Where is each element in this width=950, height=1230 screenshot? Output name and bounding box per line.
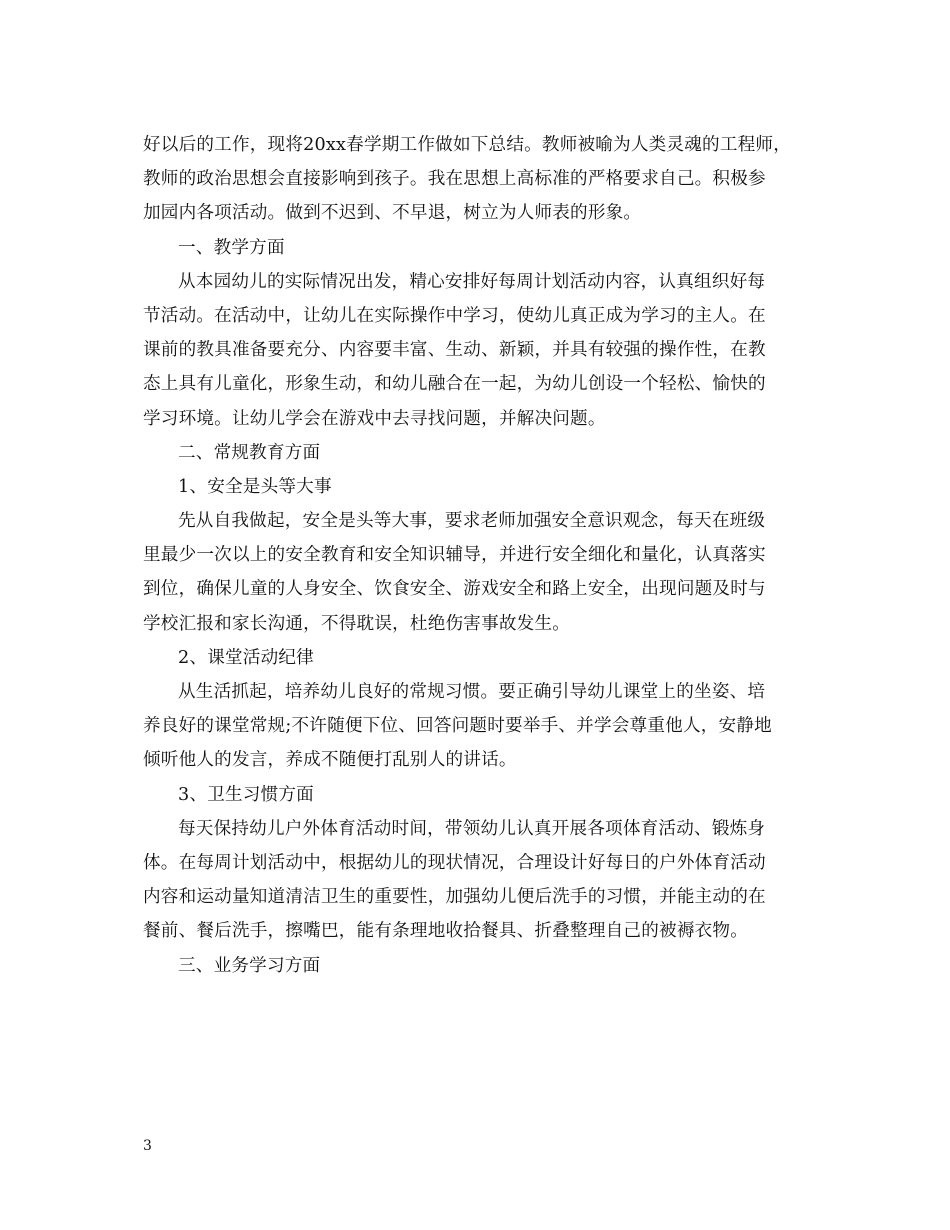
text-line: 1、安全是头等大事 [178, 476, 332, 497]
text-line: 加园内各项活动。做到不迟到、不早退，树立为人师表的形象。 [143, 203, 642, 224]
text-line: 学习环境。让幼儿学会在游戏中去寻找问题，并解决问题。 [143, 408, 606, 429]
text-line: 3、卫生习惯方面 [178, 784, 314, 805]
text-line: 节活动。在活动中，让幼儿在实际操作中学习，使幼儿真正成为学习的主人。在 [143, 305, 766, 326]
text-line: 态上具有儿童化，形象生动，和幼儿融合在一起，为幼儿创设一个轻松、愉快的 [143, 374, 766, 395]
text-line: 先从自我做起，安全是头等大事，要求老师加强安全意识观念，每天在班级 [178, 511, 766, 532]
text-line: 从本园幼儿的实际情况出发，精心安排好每周计划活动内容，认真组织好每 [178, 271, 766, 292]
text-line: 从生活抓起，培养幼儿良好的常规习惯。要正确引导幼儿课堂上的坐姿、培 [178, 682, 766, 702]
text-line: 养良好的课堂常规;不许随便下位、回答问题时要举手、并学会尊重他人，安静地 [143, 716, 772, 737]
text-line: 内容和运动量知道清洁卫生的重要性，加强幼儿便后洗手的习惯，并能主动的在 [143, 887, 766, 908]
text-line: 倾听他人的发言，养成不随便打乱别人的讲话。 [143, 750, 517, 771]
text-line: 每天保持幼儿户外体育活动时间，带领幼儿认真开展各项体育活动、锻炼身 [178, 818, 766, 839]
text-line: 好以后的工作，现将20xx春学期工作做如下总结。教师被喻为人类灵魂的工程师， [143, 135, 792, 155]
text-line: 一、教学方面 [178, 237, 285, 258]
text-line: 体。在每周计划活动中，根据幼儿的现状情况，合理设计好每日的户外体育活动 [143, 852, 766, 873]
text-line: 里最少一次以上的安全教育和安全知识辅导，并进行安全细化和量化，认真落实 [143, 545, 766, 566]
text-line: 到位，确保儿童的人身安全、饮食安全、游戏安全和路上安全，出现问题及时与 [143, 579, 766, 600]
document-body [143, 128, 808, 983]
text-line: 2、课堂活动纪律 [178, 647, 314, 668]
text-line: 餐前、餐后洗手，擦嘴巴，能有条理地收拾餐具、折叠整理自己的被褥衣物。 [143, 921, 748, 942]
page-number: 3 [143, 1138, 152, 1154]
text-line: 教师的政治思想会直接影响到孩子。我在思想上高标准的严格要求自己。积极参 [143, 169, 766, 190]
text-line: 课前的教具准备要充分、内容要丰富、生动、新颖，并具有较强的操作性，在教 [143, 340, 766, 361]
text-line: 三、业务学习方面 [178, 955, 321, 976]
text-line: 二、常规教育方面 [178, 442, 321, 463]
text-line: 学校汇报和家长沟通，不得耽误，杜绝伤害事故发生。 [143, 613, 571, 634]
